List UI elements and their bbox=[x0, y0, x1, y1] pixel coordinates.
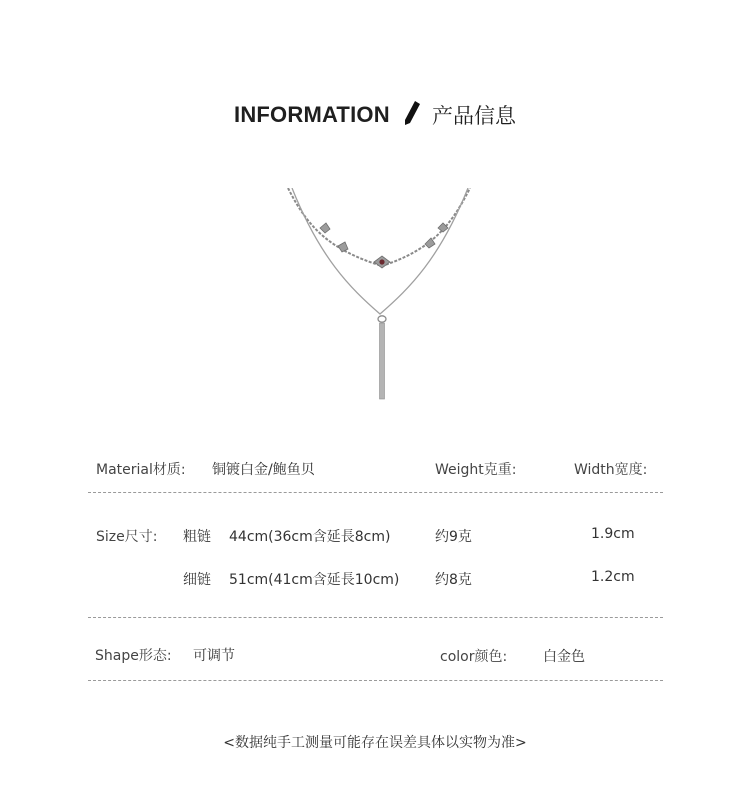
shape-label: Shape形态: bbox=[95, 648, 172, 664]
material-value: 铜镀白金/鲍鱼贝 bbox=[212, 462, 315, 478]
title-english: INFORMATION bbox=[234, 102, 390, 127]
necklace-image bbox=[280, 188, 480, 404]
width-label: Width宽度: bbox=[574, 462, 648, 478]
size-row-weight: 约8克 bbox=[435, 572, 472, 588]
size-row-length: 51cm(41cm含延長10cm) bbox=[229, 572, 400, 588]
title-chinese: 产品信息 bbox=[431, 104, 516, 128]
page-title bbox=[0, 100, 750, 130]
shape-value: 可调节 bbox=[193, 648, 235, 664]
measurement-note: <数据纯手工测量可能存在误差具体以实物为准> bbox=[223, 735, 527, 751]
size-row-name: 细链 bbox=[183, 572, 211, 588]
size-row-length: 44cm(36cm含延長8cm) bbox=[229, 529, 391, 545]
weight-label: Weight克重: bbox=[435, 462, 517, 478]
size-row-width: 1.9cm bbox=[591, 526, 635, 542]
size-row-width: 1.2cm bbox=[591, 569, 635, 585]
divider bbox=[88, 680, 663, 681]
material-label: Material材质: bbox=[96, 462, 186, 478]
divider bbox=[88, 617, 663, 618]
size-row-name: 粗链 bbox=[183, 529, 211, 545]
size-label: Size尺寸: bbox=[96, 529, 158, 545]
size-row-weight: 约9克 bbox=[435, 529, 472, 545]
color-label: color颜色: bbox=[440, 649, 508, 665]
divider bbox=[88, 492, 663, 493]
color-value: 白金色 bbox=[543, 649, 585, 665]
pen-icon bbox=[403, 100, 421, 130]
